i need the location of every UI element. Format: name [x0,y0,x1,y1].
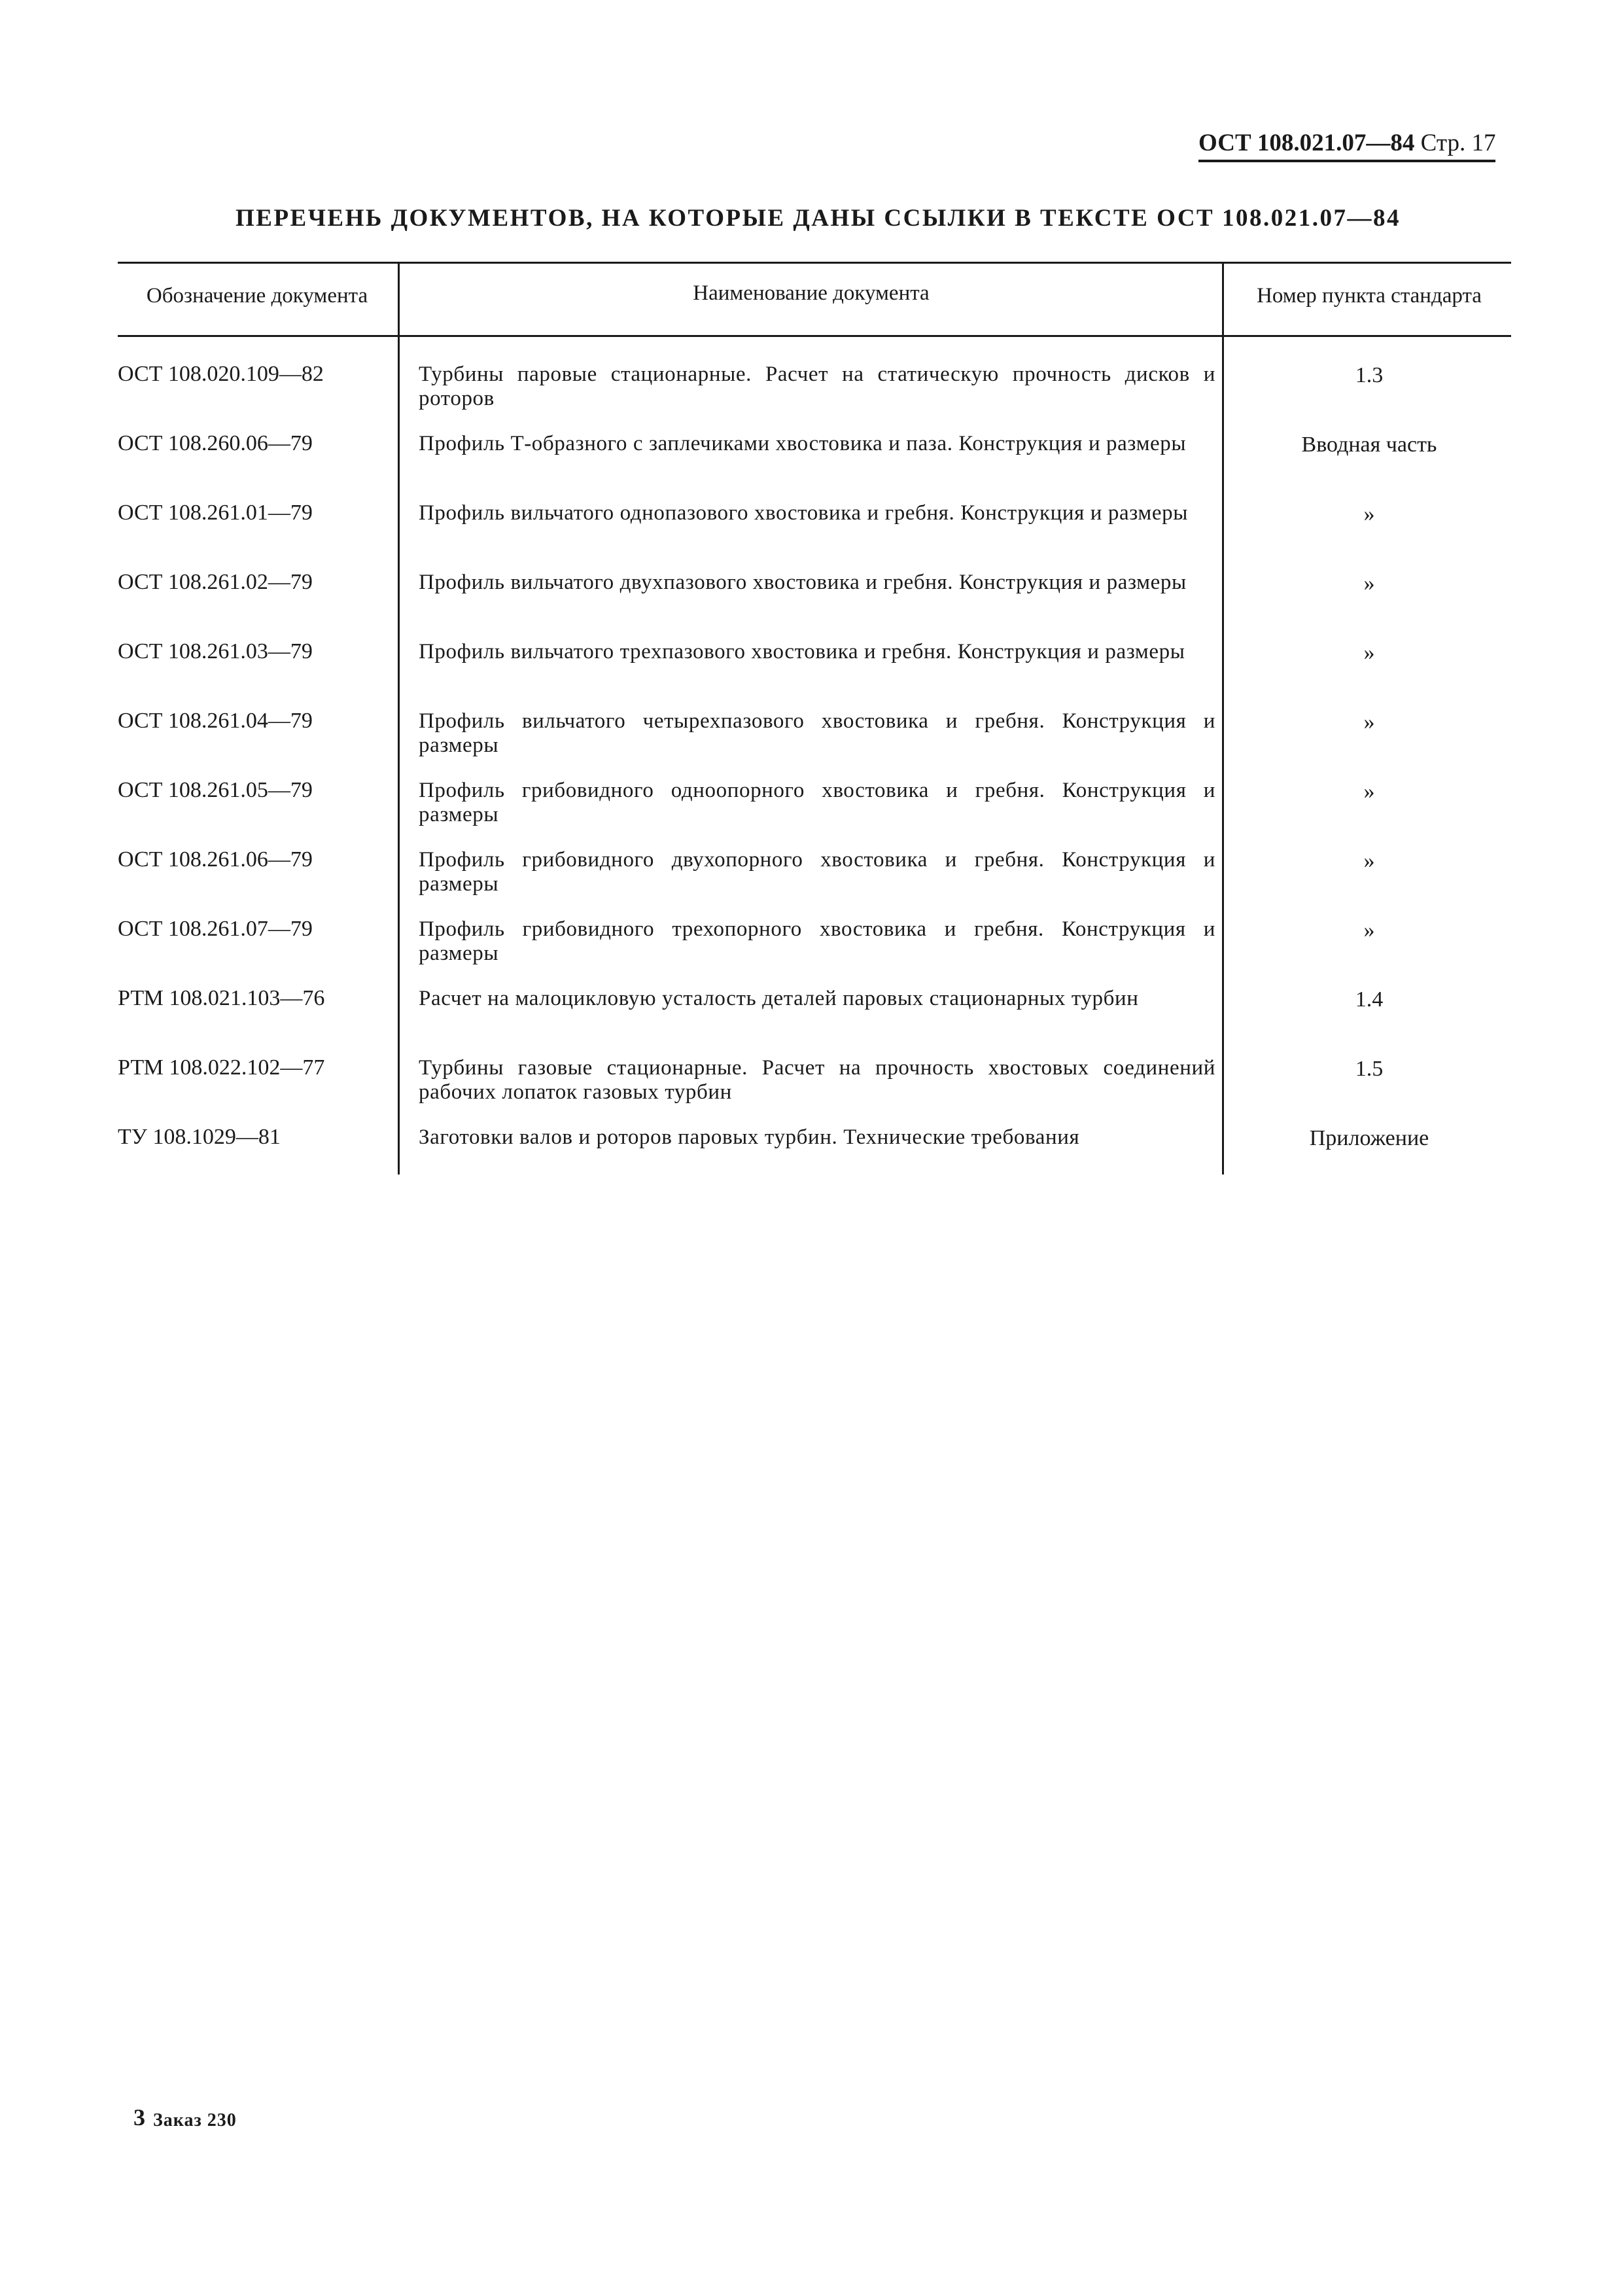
row-ref: » [1363,918,1375,942]
row-name: Профиль вильчатого четырехпазового хвостовика и гребня. Конструкция и размеры [419,709,1215,757]
row-code: ОСТ 108.261.01—79 [118,501,313,525]
table-row [118,639,1511,708]
row-code: ОСТ 108.020.109—82 [118,362,324,386]
row-code: ТУ 108.1029—81 [118,1125,281,1149]
table-row [118,361,1511,431]
row-ref: » [1363,641,1375,665]
row-ref: » [1363,710,1375,734]
row-code: ОСТ 108.261.05—79 [118,778,313,802]
table-row [118,916,1511,985]
table-row [118,847,1511,916]
row-ref: » [1363,779,1375,804]
row-code: ОСТ 108.261.03—79 [118,639,313,663]
row-ref: Вводная часть [1301,433,1437,457]
document-title: ПЕРЕЧЕНЬ ДОКУМЕНТОВ, НА КОТОРЫЕ ДАНЫ ССЫЛКИ В ТЕКСТЕ ОСТ 108.021.07—84 [236,205,1401,232]
row-name: Профиль вильчатого двухпазового хвостовика и гребня. Конструкция и размеры [419,571,1187,594]
row-name: Расчет на малоцикловую усталость деталей паровых стационарных турбин [419,987,1139,1010]
row-name: Профиль грибовидного двухопорного хвостовика и гребня. Конструкция и размеры [419,848,1215,896]
row-ref: 1.4 [1355,987,1384,1012]
row-name: Профиль грибовидного одноопорного хвостовика и гребня. Конструкция и размеры [419,779,1215,826]
table-row [118,431,1511,500]
row-name: Турбины газовые стационарные. Расчет на прочность хвостовых соединений рабочих лопаток газовых турбин [419,1056,1215,1104]
row-ref: 1.5 [1355,1057,1384,1081]
row-code: ОСТ 108.261.04—79 [118,709,313,733]
row-name: Профиль Т-образного с заплечиками хвостовика и паза. Конструкция и размеры [419,432,1187,455]
row-code: ОСТ 108.261.07—79 [118,917,313,941]
row-code: ОСТ 108.261.02—79 [118,570,313,594]
row-name: Профиль грибовидного трехопорного хвостовика и гребня. Конструкция и размеры [419,917,1215,965]
table-row [118,500,1511,569]
column-header-name: Наименование документа [693,281,930,305]
row-ref: » [1363,849,1375,873]
table-top-rule [118,262,1511,264]
row-code: ОСТ 108.260.06—79 [118,431,313,455]
row-code: ОСТ 108.261.06—79 [118,847,313,872]
table-row [118,777,1511,847]
header-page-label: Стр. 17 [1420,130,1496,156]
column-header-designation: Обозначение документа [146,284,368,308]
table-header-rule [118,335,1511,337]
table-row [118,708,1511,777]
table-row [118,1055,1511,1124]
footer-order: Заказ 230 [153,2110,237,2130]
row-name: Профиль вильчатого однопазового хвостовика и гребня. Конструкция и размеры [419,501,1188,525]
row-ref: » [1363,502,1375,526]
row-name: Профиль вильчатого трехпазового хвостовика и гребня. Конструкция и размеры [419,640,1185,663]
row-code: РТМ 108.021.103—76 [118,986,325,1010]
header-doc-code: ОСТ 108.021.07—84 [1198,130,1415,156]
row-ref: 1.3 [1355,363,1384,387]
row-ref: » [1363,571,1375,595]
row-name: Турбины паровые стационарные. Расчет на статическую прочность дисков и роторов [419,362,1215,410]
row-name: Заготовки валов и роторов паровых турбин. Технические требования [419,1125,1080,1149]
table-row [118,569,1511,639]
row-ref: Приложение [1309,1126,1429,1150]
column-header-clause: Номер пункта стандарта [1257,284,1482,308]
table-row [118,1124,1511,1193]
table-row [118,985,1511,1055]
row-code: РТМ 108.022.102—77 [118,1055,325,1080]
footer-sheet-number: 3 [133,2104,145,2130]
reference-table [118,262,1511,1174]
running-header [1198,128,1495,162]
